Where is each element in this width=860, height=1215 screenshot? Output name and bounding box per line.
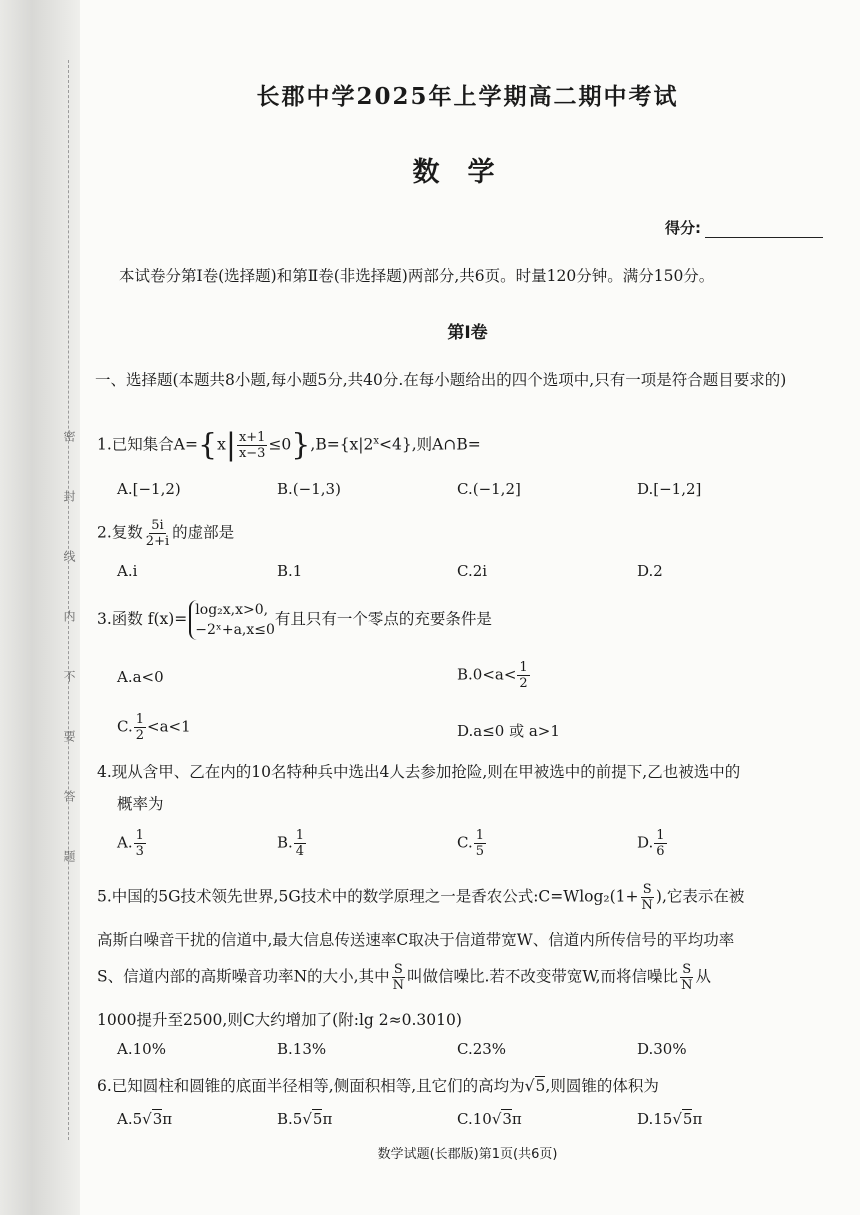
q2-option-d: D.2 xyxy=(637,562,663,580)
question-5-line-2: 高斯白噪音干扰的信道中,最大信息传送速率C取决于信道带宽W、信道内所传信号的平均功率 xyxy=(97,931,735,949)
question-4-line-1: 4.现从含甲、乙在内的10名特种兵中选出4人去参加抢险,则在甲被选中的前提下,乙也被选中的 xyxy=(97,763,741,781)
question-2: 2.复数 $\frac{5i}{2+i}$ 的虚部是 xyxy=(97,518,235,549)
intro-text: 本试卷分第Ⅰ卷(选择题)和第Ⅱ卷(非选择题)两部分,共6页。时量120分钟。满分150分。 xyxy=(119,267,715,285)
section-heading: 一、选择题(本题共8小题,每小题5分,共40分.在每小题给出的四个选项中,只有一项是符合题目要求的) xyxy=(95,371,787,389)
q4-option-b: B. $\frac{1}{4}$ xyxy=(277,828,305,859)
question-1: 1.已知集合A={x| $\frac{x+1}{x-3}$ $\le 0\},B=\{x|2^x<4\}$,则A∩B= xyxy=(97,427,481,463)
q3-option-a: A.a<0 xyxy=(117,668,164,686)
q5-option-a: A.10% xyxy=(117,1040,166,1058)
score-field xyxy=(665,217,823,238)
exam-page xyxy=(95,0,840,1215)
q3-piecewise: log₂x,x>0, −2ˣ+a,x≤0 xyxy=(189,600,275,640)
q1-option-c: C.(−1,2] xyxy=(457,480,521,498)
q4-option-a: A. $\frac{1}{3}$ xyxy=(117,828,144,859)
q6-option-a: A.5√3π xyxy=(117,1110,173,1128)
q3-option-b: B.0<a< $\frac{1}{2}$ xyxy=(457,660,528,691)
q4-option-d: D. $\frac{1}{6}$ xyxy=(637,828,665,859)
question-4-line-2: 概率为 xyxy=(117,795,164,813)
question-3: 3.函数 f(x)= log₂x,x>0, −2ˣ+a,x≤0 有且只有一个零点的充要条件是 xyxy=(97,602,492,638)
q6-option-c: C.10√3π xyxy=(457,1110,522,1128)
q3-option-c: C. $\frac{1}{2}$ <a<1 xyxy=(117,712,191,743)
q5-option-b: B.13% xyxy=(277,1040,327,1058)
question-5-line-4: 1000提升至2500,则C大约增加了(附:lg 2≈0.3010) xyxy=(97,1011,462,1029)
page-footer: 数学试题(长郡版)第1页(共6页) xyxy=(377,1147,558,1162)
score-blank[interactable] xyxy=(705,223,823,238)
q1-fraction: $\frac{x+1}{x-3}$ xyxy=(238,430,266,461)
q2-option-a: A.i xyxy=(117,562,138,580)
q2-option-c: C.2i xyxy=(457,562,488,580)
question-6: 6.已知圆柱和圆锥的底面半径相等,侧面积相等,且它们的高均为√5,则圆锥的体积为 xyxy=(97,1077,659,1095)
q1-option-b: B.(−1,3) xyxy=(277,480,341,498)
exam-title: 长郡中学2025年上学期高二期中考试 xyxy=(256,83,679,110)
score-label: 得分: xyxy=(665,219,701,237)
q4-option-c: C. $\frac{1}{5}$ xyxy=(457,828,484,859)
q2-option-b: B.1 xyxy=(277,562,303,580)
q1-option-a: A.[−1,2) xyxy=(117,480,181,498)
q1-option-d: D.[−1,2] xyxy=(637,480,702,498)
question-5-line-3: S、信道内部的高斯噪音功率N的大小,其中 $\frac{S}{N}$ 叫做信噪比.若不改变带宽W,而将信噪比 $\frac{S}{N}$ 从 xyxy=(97,962,711,993)
q5-option-d: D.30% xyxy=(637,1040,687,1058)
q5-option-c: C.23% xyxy=(457,1040,507,1058)
q6-option-d: D.15√5π xyxy=(637,1110,703,1128)
volume-heading: 第Ⅰ卷 xyxy=(447,323,488,343)
q6-option-b: B.5√5π xyxy=(277,1110,333,1128)
seal-notice: 密封线内不要答题 xyxy=(62,430,76,910)
question-5-line-1: 5.中国的5G技术领先世界,5G技术中的数学原理之一是香农公式:C=Wlog₂(1+ $\frac{S}{N}$ ),它表示在被 xyxy=(97,882,745,913)
q3-option-d: D.a≤0 或 a>1 xyxy=(457,722,560,740)
subject-title: 数学 xyxy=(412,157,523,188)
q2-fraction: $\frac{5i}{2+i}$ xyxy=(145,518,170,549)
